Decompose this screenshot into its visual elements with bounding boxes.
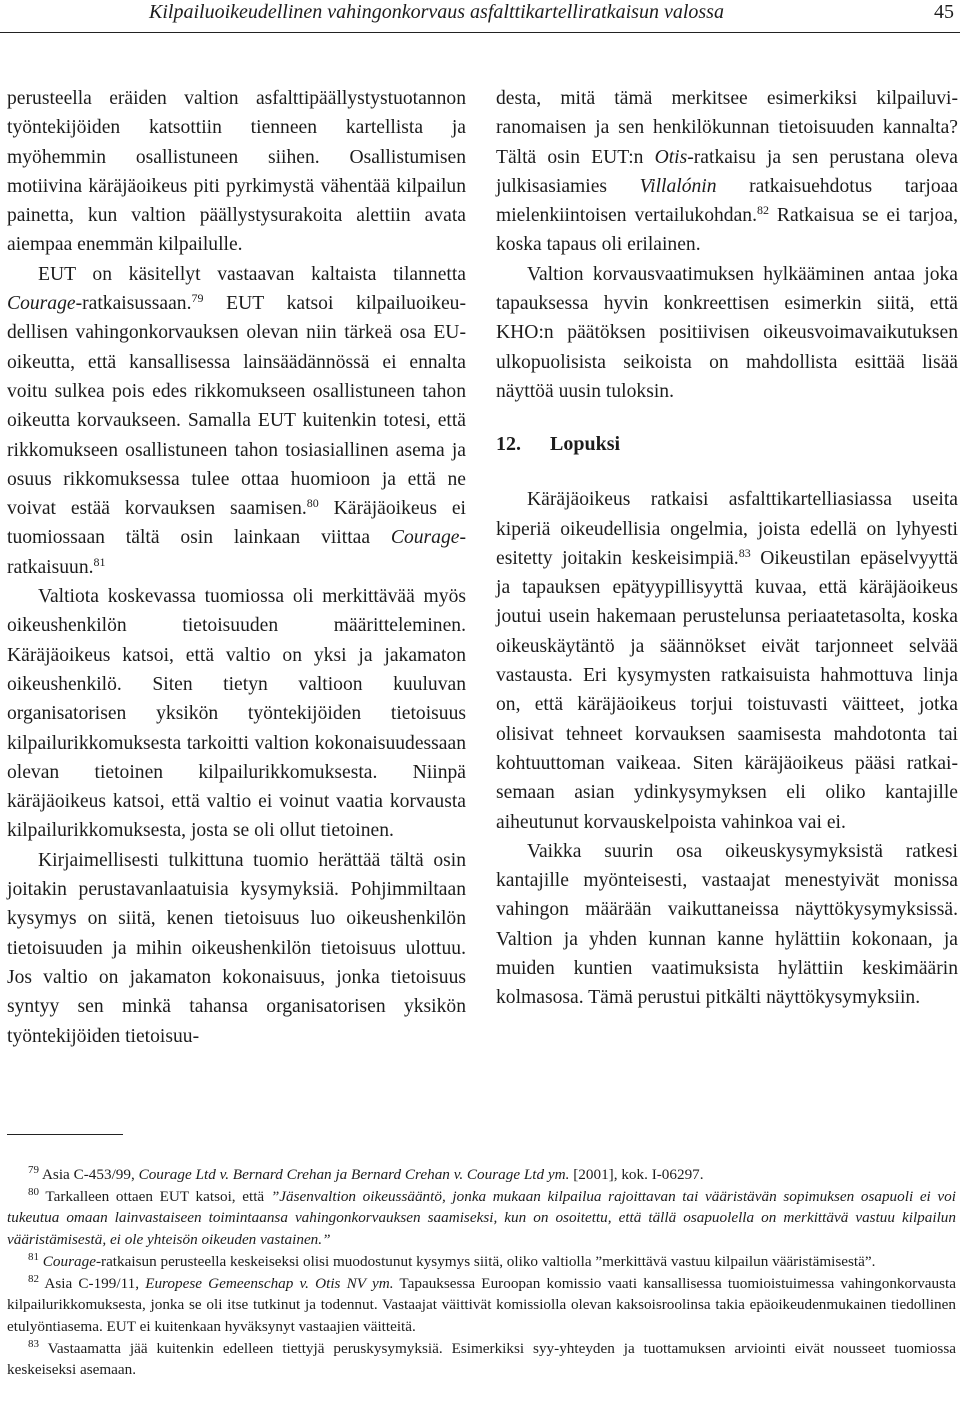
footnote-ref[interactable]: 82 [756,203,769,218]
running-title: Kilpailuoikeudellinen vahingonkorvaus asfalttikartelliratkaisun valossa [149,1,724,23]
page-number: 45 [934,1,954,23]
footnote-ref[interactable]: 81 [93,554,106,569]
paragraph: Vaikka suurin osa oikeuskysymyksistä ratkesi kantajille myönteisesti, vastaajat menestyivät monissa vahingon määrään vaikuttaneissa näyttökysymyksissä. Valtion ja yhden kunnan kanne hylättiin kokonaan, ja muiden kuntien vaatimuksista hylättiin keskimäärin kolmasosa. Tämä perustui pitkälti näyttökysymyksiin. [496,840,958,1009]
paragraph: Käräjäoikeus ratkaisi asfalttikartelliasiassa useita kiperiä oikeudellisia ongelmia, joista edellä on lyhyesti esitetty joitakin keskeisimpiä.$^{83}$ Oikeustilan epäselvyyttä ja tapauksen epätyypillisyyttä kuvaa, että käräjäoikeus joutui usein hakemaan perustelunsa periaatetasolta, koska oikeuskäytäntö ja säännökset eivät tarjonneet selvää vastausta. Eri kysymysten ratkaisuista hahmottuva linja on, että käräjäoikeus torjui toistuvasti väitteet, jotka olisivat tehneet korvauksen saamisesta mahdotonta tai kohtuuttoman vaikeaa. Siten käräjäoikeus pääsi ratkaisemaan asian ydinkysymyksen eli oliko kantajille aiheutunut korvauskelpoista vahinkoa vai ei. [496,489,959,833]
footnotes [7,1164,956,1381]
footnote: $^{80}$ Tarkalleen ottaen EUT katsoi, että ”Jäsenvaltion oikeussääntö, jonka mukaan kilpailua rajoittavan tai vääristävän sopimuksen osapuoli ei voi tukeutua omaan lainvastaiseen toimintaansa vahingonkorvauksen saamiseksi, kun on osoitettu, että tällä osapuolella on merkittävä vastuu kilpailun vääristämisestä, ei ole yhteisön oikeuden vastainen.” [7,1185,956,1249]
paragraph: Kirjaimellisesti tulkittuna tuomio herättää tältä osin joitakin perustavanlaatuisia kysymyksiä. Pohjimmiltaan kysymys on siitä, kenen tietoisuus luo oikeushenkilön tietoisuuden ja mihin oikeushenkilön tietoisuus ulottuu. Jos valtio on jakamaton kokonaisuus, jonka tietoisuus syntyy sen minkä tahansa organisatorisen yksikön työntekijöiden tietoisuu- [7,849,466,1047]
footnote: $^{82}$ Asia C-199/11, Europese Gemeenschap v. Otis NV ym. Tapauksessa Euroopan komissio vaati kansallisessa tuomioistuimessa vahingonkorvausta kilpailurikkomuksesta, jonka se oli itse tutkinut ja todennut. Vastaajat väittivät komissiolla olevan kaksoisroolinsa takia epäoikeudenmukainen tiedollinen etulyöntiasema. EUT ei kuitenkaan hyväksynyt vastaajien väitteitä. [7,1272,956,1335]
footnote-divider [7,1134,123,1135]
paragraph: perusteella eräiden valtion asfalttipäällystystuotannon työntekijöiden katsottiin tienneen kartellista ja myöhemmin osallistuneen siihen. Osallistumisen motiivina käräjäoikeus piti pyrkimystä vähentää kilpailun painetta, kun valtion päällystysurakoita alettiin avata aiempaa enemmän kilpailulle. [7,88,466,256]
paragraph: desta, mitä tämä merkitsee esimerkiksi kilpailuviranomaisen ja sen henkilökunnan tietoisuuden kannalta? Tältä osin EUT:n Otis-ratkaisu ja sen perustana oleva julkisasiamies Villalónin ratkaisuehdotus tarjoaa mielenkiintoisen vertailukohdan.$^{82}$ Ratkaisua se ei tarjoa, koska tapaus oli erilainen. [496,88,959,256]
footnote-ref[interactable]: 79 [191,291,204,306]
paragraph: EUT on käsitellyt vastaavan kaltaista tilannetta Courage-ratkaisussaan.$^{79}$ EUT katsoi kilpailuoikeudellisen vahingonkorvauksen olevan niin tärkeä osa EU-oikeutta, että kansallisessa lainsäädännössä ei ennalta voitu sulkea pois edes rikkomukseen osallistuneen tahon oikeutta korvaukseen. Samalla EUT kuitenkin totesi, että rikkomukseen osallistuneen tahon tosiasiallinen asema ja osuus rikkomuksessa tulee ottaa huomioon ja että ne voivat estää korvauksen saamisen.$^{80}$ Käräjäoikeus ei tuomiossaan tältä osin lainkaan viittaa Courage-ratkaisuun.$^{81}$ [7,263,466,578]
section-number: 12. [496,433,521,456]
footnote: $^{79}$ Asia C-453/99, Courage Ltd v. Bernard Crehan ja Bernard Crehan v. Courage Ltd ym. [2001], kok. I-06297. [28,1164,704,1183]
right-column [496,84,958,1013]
section-title: Lopuksi [550,433,621,456]
footnote: $^{81}$ Courage-ratkaisun perusteella keskeiseksi olisi muodostunut kysymys siitä, oliko valtiolla ”merkittävä vastuu kilpailun vääristämisestä”. [28,1250,876,1270]
paragraph: Valtiota koskevassa tuomiossa oli merkittävää myös oikeushenkilön tietoisuuden määritteleminen. Käräjäoikeus katsoi, että valtio on yksi ja jakamaton oikeushenkilö. Siten tietyn valtioon kuuluvan organisatorisen yksikön työntekijöiden tietoisuus kilpailurikkomuksesta tarkoitti valtion kokonaisuudessaan olevan tietoinen kilpailurikkomuksesta. Niinpä käräjäoikeus katsoi, että valtio ei voinut vaatia korvausta kilpailurikkomuksesta, josta se oli ollut tietoinen. [7,586,466,842]
paragraph: Valtion korvausvaatimuksen hylkääminen antaa joka tapauksessa hyvin konkreettisen esimerkin siitä, että KHO:n päätöksen positiivisen oikeusvoimavaikutuksen ulkopuolisista seikoista on mahdollista esittää lisää näyttöä uusin tuloksin. [496,263,958,402]
footnote-ref[interactable]: 80 [306,496,319,511]
footnote: $^{83}$ Vastaamatta jää kuitenkin edelleen tiettyjä peruskysymyksiä. Esimerkiksi syy-yhteyden ja tuottamuksen arviointi eivät nousseet tuomiossa keskeiseksi asemaan. [7,1337,956,1379]
section-heading [496,430,958,459]
footnote-ref[interactable]: 83 [738,545,751,560]
running-header [0,0,960,33]
left-column [7,84,466,1051]
